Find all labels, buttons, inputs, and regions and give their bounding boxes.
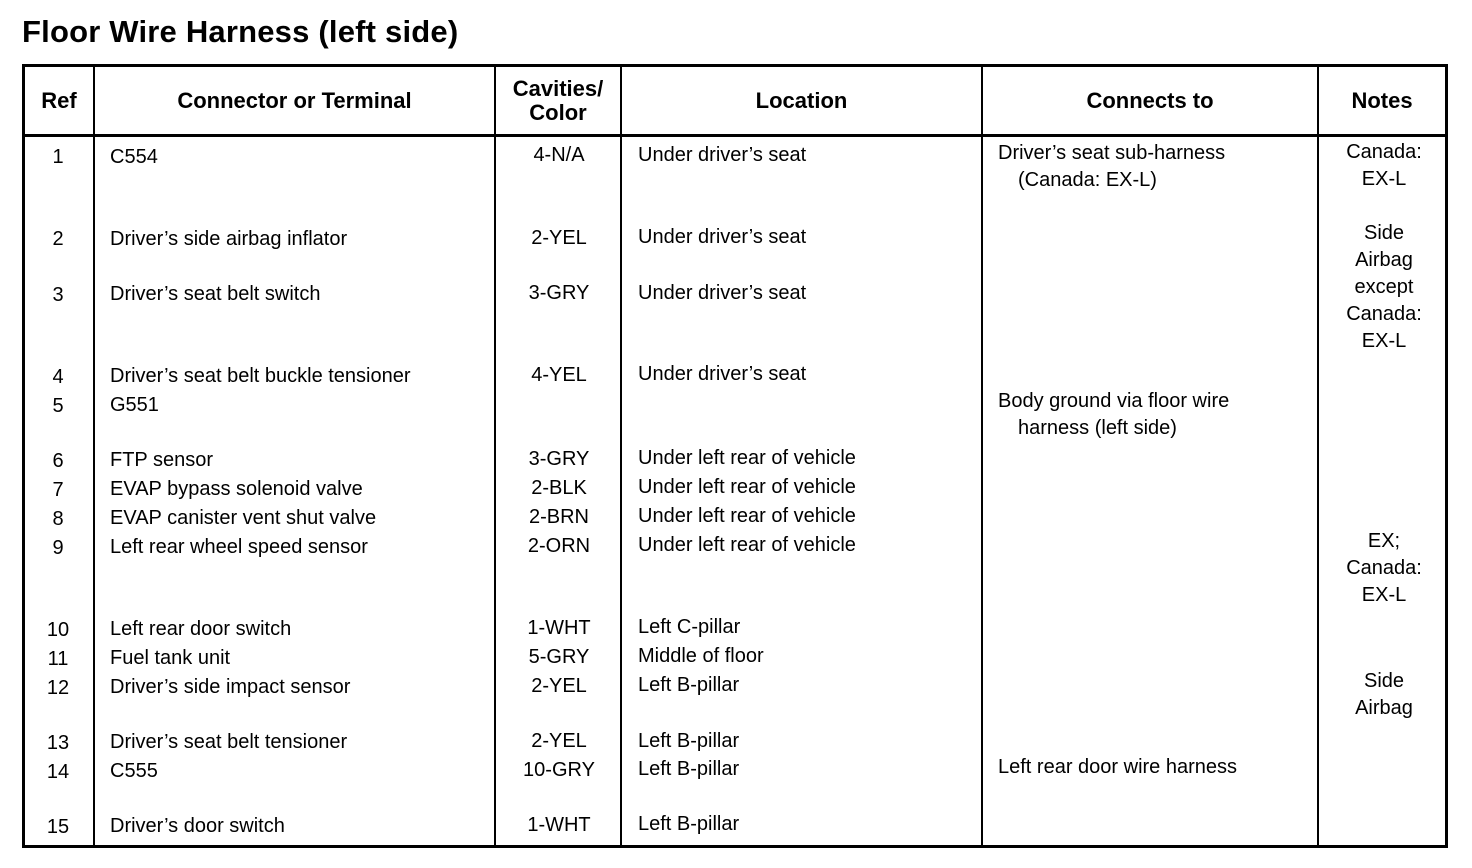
row-6-ref: 6 (52, 450, 64, 472)
row-4-connector: Driver’s seat belt buckle tensioner (110, 365, 411, 387)
row-8-cavities: 2-BRN (528, 506, 589, 528)
row-6-location: Under left rear of vehicle (638, 447, 856, 469)
note-line: except (1354, 276, 1414, 298)
note-canada-exl (1320, 139, 1448, 193)
note-line: Side (1363, 222, 1405, 244)
row-14-connects-to: Left rear door wire harness (998, 756, 1238, 778)
header-connects-to: Connects to (1086, 87, 1214, 113)
row-15-location: Left B-pillar (638, 813, 740, 835)
row-14-location: Left B-pillar (638, 758, 740, 780)
header-ref: Ref (41, 87, 77, 113)
row-15-ref: 15 (46, 816, 70, 838)
note-line: EX-L (1361, 330, 1407, 352)
row-15-cavities: 1-WHT (527, 814, 591, 836)
header-cavities-line2: Color (529, 99, 587, 125)
row-1-cavities: 4-N/A (533, 144, 585, 166)
row-11-connector: Fuel tank unit (110, 647, 231, 669)
row-11-cavities: 5-GRY (528, 646, 590, 668)
row-9-connector: Left rear wheel speed sensor (110, 536, 368, 558)
row-3-location: Under driver’s seat (638, 282, 807, 304)
row-15-connector: Driver’s door switch (110, 815, 285, 837)
row-5-connector: G551 (110, 394, 159, 416)
row-9-cavities: 2-ORN (527, 535, 591, 557)
row-10-ref: 10 (46, 619, 70, 641)
row-11-ref: 11 (47, 648, 69, 670)
row-4-cavities: 4-YEL (531, 364, 587, 386)
row-1-connects-line2: (Canada: EX-L) (1018, 169, 1157, 191)
row-1-connector: C554 (110, 146, 158, 168)
row-10-connector: Left rear door switch (110, 618, 292, 640)
note-line: EX-L (1361, 168, 1407, 190)
header-location: Location (755, 87, 848, 113)
note-line: EX; (1367, 530, 1401, 552)
row-5-ref: 5 (52, 395, 64, 417)
note-ex-canada (1320, 528, 1448, 609)
row-8-connector: EVAP canister vent shut valve (110, 507, 377, 529)
row-13-ref: 13 (46, 732, 70, 754)
row-7-location: Under left rear of vehicle (638, 476, 856, 498)
note-side-airbag (1320, 668, 1448, 722)
note-line: Canada: (1346, 303, 1422, 325)
column-divider (981, 64, 983, 848)
note-line: EX-L (1361, 584, 1407, 606)
row-3-connector: Driver’s seat belt switch (110, 283, 321, 305)
row-1-connects-to (998, 140, 1225, 194)
row-3-ref: 3 (52, 284, 64, 306)
row-11-location: Middle of floor (638, 645, 764, 667)
note-line: Canada: (1346, 557, 1422, 579)
header-notes: Notes (1351, 87, 1413, 113)
row-2-cavities: 2-YEL (531, 227, 587, 249)
row-4-ref: 4 (52, 366, 64, 388)
header-divider (22, 134, 1448, 137)
header-cavities-line1: Cavities/ (512, 75, 604, 101)
row-14-cavities: 10-GRY (523, 759, 595, 781)
row-6-cavities: 3-GRY (528, 448, 590, 470)
row-8-ref: 8 (52, 508, 64, 530)
header-cavities (496, 67, 620, 134)
row-3-cavities: 3-GRY (528, 282, 590, 304)
row-14-ref: 14 (46, 761, 70, 783)
row-12-cavities: 2-YEL (531, 675, 587, 697)
row-13-connector: Driver’s seat belt tensioner (110, 731, 348, 753)
page-title: Floor Wire Harness (left side) (22, 14, 459, 49)
row-5-connects-line1: Body ground via floor wire (998, 390, 1230, 412)
row-5-connects-to (998, 388, 1229, 442)
note-side-airbag-except (1320, 220, 1448, 355)
note-line: Canada: (1346, 141, 1422, 163)
row-7-cavities: 2-BLK (531, 477, 587, 499)
note-line: Side (1363, 670, 1405, 692)
row-13-location: Left B-pillar (638, 730, 740, 752)
row-6-connector: FTP sensor (110, 449, 213, 471)
row-7-connector: EVAP bypass solenoid valve (110, 478, 363, 500)
row-5-connects-line2: harness (left side) (1018, 417, 1177, 439)
row-1-ref: 1 (52, 146, 64, 168)
note-line: Airbag (1355, 697, 1413, 719)
header-connector: Connector or Terminal (177, 87, 412, 113)
row-12-location: Left B-pillar (638, 674, 740, 696)
row-8-location: Under left rear of vehicle (638, 505, 856, 527)
row-10-location: Left C-pillar (638, 616, 741, 638)
row-13-cavities: 2-YEL (531, 730, 587, 752)
row-14-connector: C555 (110, 760, 158, 782)
row-1-location: Under driver’s seat (638, 144, 807, 166)
row-2-ref: 2 (52, 228, 64, 250)
note-line: Airbag (1355, 249, 1413, 271)
row-10-cavities: 1-WHT (527, 617, 591, 639)
row-2-connector: Driver’s side airbag inflator (110, 228, 348, 250)
row-2-location: Under driver’s seat (638, 226, 807, 248)
row-9-ref: 9 (52, 537, 64, 559)
row-7-ref: 7 (52, 479, 64, 501)
column-divider (1317, 64, 1319, 848)
row-9-location: Under left rear of vehicle (638, 534, 856, 556)
row-12-connector: Driver’s side impact sensor (110, 676, 351, 698)
row-12-ref: 12 (46, 677, 70, 699)
row-4-location: Under driver’s seat (638, 363, 807, 385)
row-1-connects-line1: Driver’s seat sub-harness (998, 142, 1226, 164)
